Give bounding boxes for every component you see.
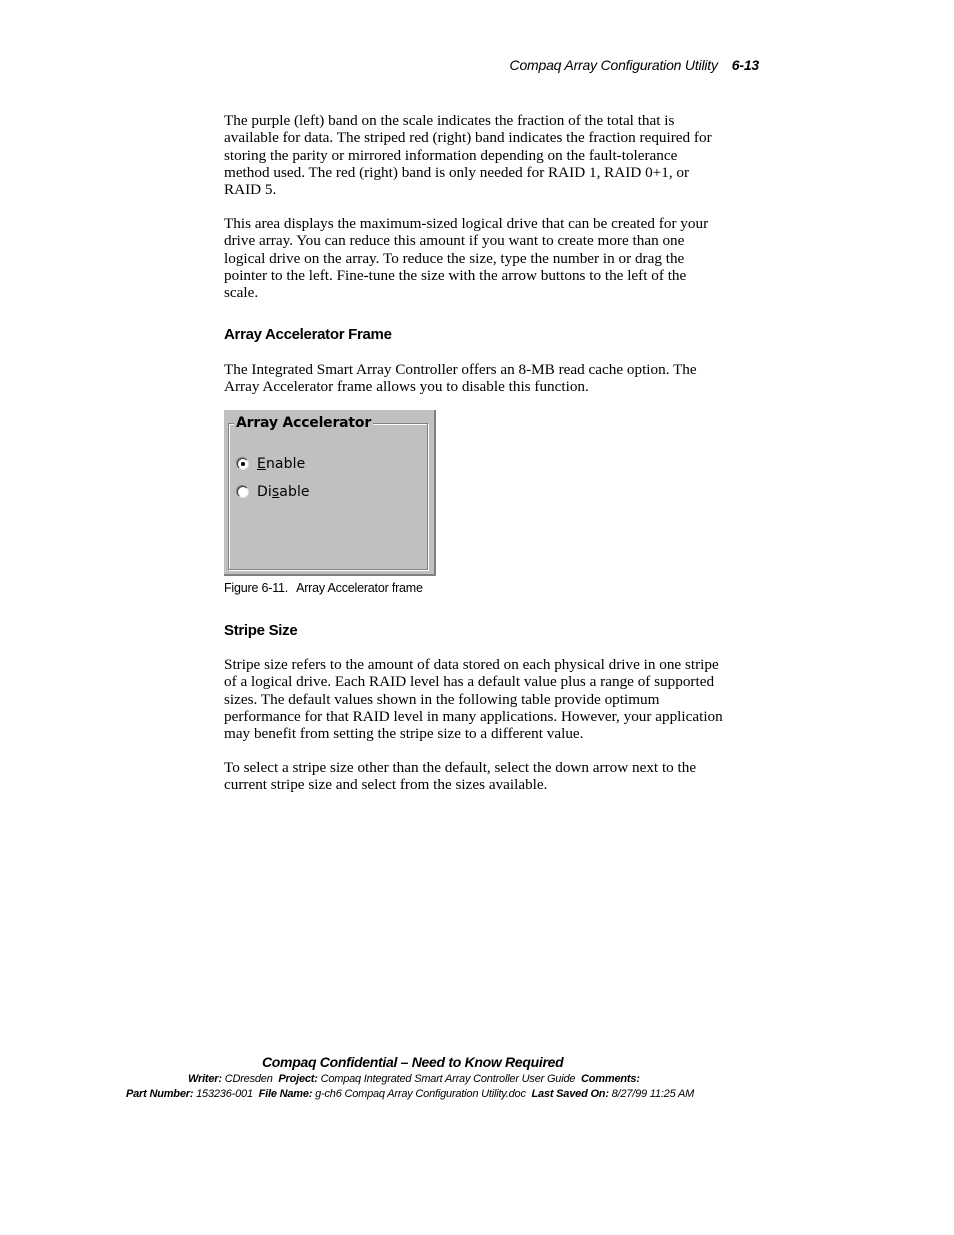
paragraph-scale-bands: The purple (left) band on the scale indicates the fraction of the total that is available for data. The striped red (right) band indicates the fraction required for storing the parity or mirrored information depending on the fault-tolerance method used. The red (right) band is only needed for RAID 1, RAID 0+1, or RAID 5. bbox=[224, 112, 712, 199]
disable-label: Disable bbox=[257, 484, 310, 500]
radio-selected-icon[interactable] bbox=[237, 458, 249, 470]
groupbox-title: Array Accelerator bbox=[236, 415, 372, 431]
caption-number: Figure 6-11. bbox=[224, 581, 289, 595]
running-header bbox=[510, 57, 759, 73]
footer-writer-line: Writer: CDresden Project: Compaq Integrated Smart Array Controller User Guide Comments: bbox=[188, 1073, 640, 1085]
paragraph-stripe-size: Stripe size refers to the amount of data stored on each physical drive in one stripe of a logical drive. Each RAID level has a default value plus a range of supported sizes. The default values shown in the following table provide optimum performance for that RAID level in many applications. However, your application may benefit from setting the stripe size to a different value. bbox=[224, 656, 723, 743]
header-title: Compaq Array Configuration Utility bbox=[509, 57, 718, 73]
figure-caption bbox=[224, 581, 423, 595]
page-number: 6-13 bbox=[731, 57, 759, 73]
heading-array-accelerator: Array Accelerator Frame bbox=[224, 326, 392, 343]
caption-text: Array Accelerator frame bbox=[296, 581, 423, 595]
array-accelerator-figure bbox=[224, 410, 436, 576]
enable-label: Enable bbox=[257, 456, 306, 472]
radio-dot-icon bbox=[241, 462, 245, 466]
heading-stripe-size: Stripe Size bbox=[224, 622, 298, 639]
paragraph-max-size: This area displays the maximum-sized logical drive that can be created for your drive array. You can reduce this amount if you want to create more than one logical drive on the array. To reduce the size, type the number in or drag the pointer to the left. Fine-tune the size with the arrow buttons to the left of the scale. bbox=[224, 215, 709, 302]
paragraph-accelerator: The Integrated Smart Array Controller offers an 8-MB read cache option. The Array Accelerator frame allows you to disable this function. bbox=[224, 361, 697, 396]
enable-option[interactable] bbox=[237, 456, 305, 472]
footer-part-line: Part Number: 153236-001 File Name: g-ch6 Compaq Array Configuration Utility.doc Last Saved On: 8/27/99 11:25 AM bbox=[126, 1088, 695, 1100]
paragraph-select-stripe: To select a stripe size other than the default, select the down arrow next to the current stripe size and select from the sizes available. bbox=[224, 759, 697, 794]
footer-confidential: Compaq Confidential – Need to Know Required bbox=[262, 1054, 564, 1070]
radio-unselected-icon[interactable] bbox=[237, 486, 249, 498]
disable-option[interactable] bbox=[237, 484, 310, 500]
